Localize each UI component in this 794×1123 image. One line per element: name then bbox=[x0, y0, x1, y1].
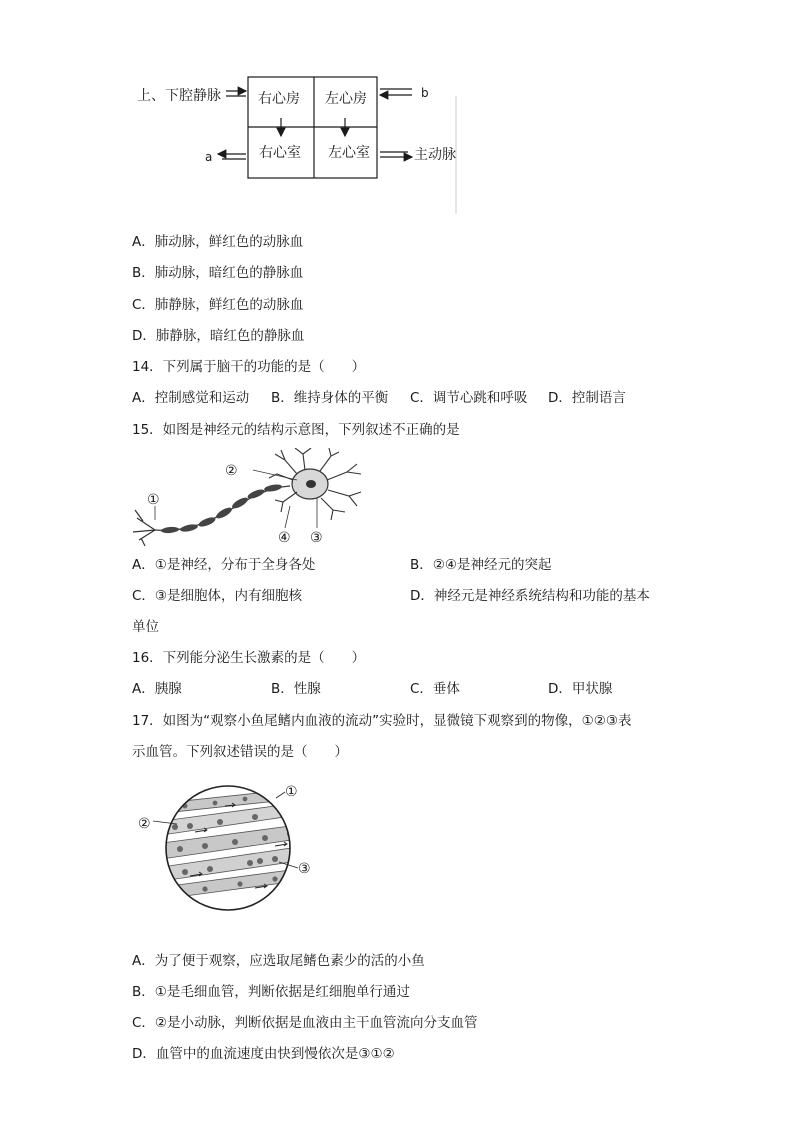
q16-option-c: C．垂体 bbox=[410, 681, 460, 697]
neuron-label-4: ④ bbox=[278, 530, 291, 546]
q13-option-d: D．肺静脉，暗红色的静脉血 bbox=[132, 328, 305, 344]
q13-option-b: B．肺动脉，暗红色的静脉血 bbox=[132, 265, 304, 281]
neuron-diagram bbox=[125, 448, 385, 548]
neuron-label-3: ③ bbox=[310, 530, 323, 546]
q17-stem-line2: 示血管。下列叙述错误的是（ ） bbox=[132, 744, 348, 760]
label-a: a bbox=[205, 150, 213, 164]
right-ventricle-label: 右心室 bbox=[259, 145, 301, 161]
q16-option-b: B．性腺 bbox=[271, 681, 321, 697]
label-b: b bbox=[421, 86, 429, 100]
left-ventricle-label: 左心室 bbox=[328, 145, 370, 161]
q15-option-a: A．①是神经，分布于全身各处 bbox=[132, 557, 316, 573]
q17-option-d: D．血管中的血流速度由快到慢依次是③①② bbox=[132, 1046, 395, 1062]
q15-stem: 15．如图是神经元的结构示意图，下列叙述不正确的是 bbox=[132, 422, 460, 438]
q14-option-d: D．控制语言 bbox=[548, 390, 626, 406]
q14-option-b: B．维持身体的平衡 bbox=[271, 390, 389, 406]
q17-stem-line1: 17．如图为“观察小鱼尾鳍内血液的流动”实验时，显微镜下观察到的物像，①②③表 bbox=[132, 713, 632, 729]
q16-option-a: A．胰腺 bbox=[132, 681, 182, 697]
q15-option-d-cont: 单位 bbox=[132, 619, 159, 635]
vessel-label-3: ③ bbox=[298, 861, 311, 877]
heart-diagram bbox=[0, 0, 794, 220]
left-atrium-label: 左心房 bbox=[325, 91, 367, 107]
q15-option-d: D．神经元是神经系统结构和功能的基本 bbox=[410, 588, 650, 604]
vena-cava-label: 上、下腔静脉 bbox=[137, 88, 221, 104]
vessel-label-2: ② bbox=[138, 816, 151, 832]
q17-option-a: A．为了便于观察，应选取尾鳍色素少的活的小鱼 bbox=[132, 953, 425, 969]
fish-tail-microscope-diagram bbox=[135, 780, 335, 920]
q13-option-a: A．肺动脉，鲜红色的动脉血 bbox=[132, 234, 304, 250]
q16-option-d: D．甲状腺 bbox=[548, 681, 613, 697]
q16-stem: 16．下列能分泌生长激素的是（ ） bbox=[132, 650, 366, 666]
vessel-label-1: ① bbox=[285, 784, 298, 800]
right-atrium-label: 右心房 bbox=[258, 91, 300, 107]
q17-option-c: C．②是小动脉，判断依据是血液由主干血管流向分支血管 bbox=[132, 1015, 478, 1031]
q14-stem: 14．下列属于脑干的功能的是（ ） bbox=[132, 359, 366, 375]
q15-option-c: C．③是细胞体，内有细胞核 bbox=[132, 588, 303, 604]
q14-option-c: C．调节心跳和呼吸 bbox=[410, 390, 528, 406]
neuron-label-2: ② bbox=[225, 463, 238, 479]
q17-option-b: B．①是毛细血管，判断依据是红细胞单行通过 bbox=[132, 984, 410, 1000]
neuron-label-1: ① bbox=[147, 492, 160, 508]
aorta-label: 主动脉 bbox=[414, 147, 456, 163]
q14-option-a: A．控制感觉和运动 bbox=[132, 390, 250, 406]
q15-option-b: B．②④是神经元的突起 bbox=[410, 557, 552, 573]
q13-option-c: C．肺静脉，鲜红色的动脉血 bbox=[132, 297, 304, 313]
